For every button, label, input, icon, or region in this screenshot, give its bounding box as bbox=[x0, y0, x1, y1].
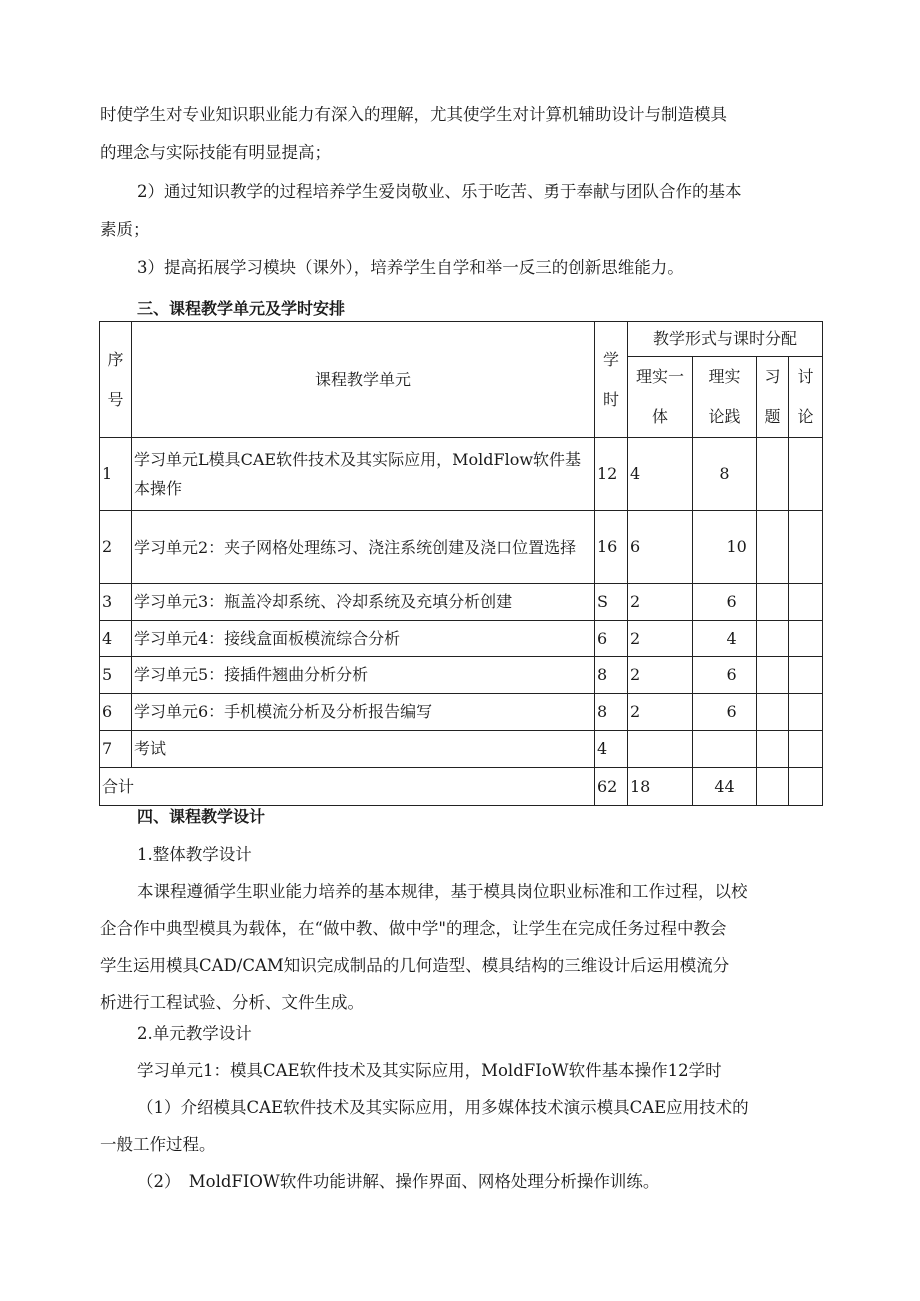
intro-line-1: 时使学生对专业知识职业能力有深入的理解，尤其使学生对计算机辅助设计与制造模具 bbox=[100, 105, 727, 124]
section4-para-line-2: 企合作中典型模具为载体，在“做中教、做中学"的理念，让学生在完成任务过程中教会 bbox=[100, 919, 727, 938]
row-unit: 学习单元6：手机模流分析及分析报告编写 bbox=[132, 694, 595, 731]
table-total-row bbox=[100, 768, 823, 806]
row-exercise bbox=[757, 511, 789, 584]
header-forms: 教学形式与课时分配 bbox=[628, 322, 823, 357]
row-theory-a bbox=[693, 694, 725, 731]
row-hours: 8 bbox=[595, 694, 628, 731]
section4-para-line-1: 本课程遵循学生职业能力培养的基本规律，基于模具岗位职业标准和工作过程，以校 bbox=[137, 882, 748, 901]
table-row bbox=[100, 694, 823, 731]
header-discussion: 讨 论 bbox=[789, 357, 823, 438]
row-exercise bbox=[757, 438, 789, 511]
section3-heading: 三、课程教学单元及学时安排 bbox=[137, 299, 346, 318]
intro-item3: 3）提高拓展学习模块（课外），培养学生自学和举一反三的创新思维能力。 bbox=[137, 258, 684, 277]
header-exercise: 习 题 bbox=[757, 357, 789, 438]
row-theory: 6 bbox=[725, 584, 757, 621]
row-theory: 8 bbox=[693, 438, 757, 511]
total-hours: 62 bbox=[595, 768, 628, 806]
unit1-item2: （2） MoldFIOW软件功能讲解、操作界面、网格处理分析操作训练。 bbox=[137, 1172, 660, 1191]
row-hours: 4 bbox=[595, 731, 628, 768]
row-unit: 学习单元L模具CAE软件技术及其实际应用，MoldFlow软件基本操作 bbox=[132, 438, 595, 511]
unit1-item1-line-1: （1）介绍模具CAE软件技术及其实际应用，用多媒体技术演示模具CAE应用技术的 bbox=[137, 1098, 749, 1117]
row-theory: 6 bbox=[725, 694, 757, 731]
section4-para-line-4: 析进行工程试验、分析、文件生成。 bbox=[100, 993, 364, 1012]
total-theory-practice: 18 bbox=[628, 768, 693, 806]
unit1-title: 学习单元1：模具CAE软件技术及其实际应用，MoldFIoW软件基本操作12学时 bbox=[137, 1061, 722, 1080]
intro-line-2: 的理念与实际技能有明显提高； bbox=[100, 143, 331, 162]
row-discussion bbox=[789, 511, 823, 584]
row-theory: 10 bbox=[725, 511, 757, 584]
row-unit: 学习单元3：瓶盖冷却系统、冷却系统及充填分析创建 bbox=[132, 584, 595, 621]
row-seq: 5 bbox=[100, 657, 132, 694]
row-hours: 16 bbox=[595, 511, 628, 584]
row-exercise bbox=[757, 584, 789, 621]
row-theory: 6 bbox=[725, 657, 757, 694]
total-label: 合计 bbox=[100, 768, 595, 806]
row-discussion bbox=[789, 584, 823, 621]
row-unit: 考试 bbox=[132, 731, 595, 768]
row-discussion bbox=[789, 621, 823, 657]
section4-para-line-3: 学生运用模具CAD/CAM知识完成制品的几何造型、模具结构的三维设计后运用模流分 bbox=[100, 956, 730, 975]
row-exercise bbox=[757, 694, 789, 731]
row-theory-a bbox=[693, 584, 725, 621]
row-theory-practice: 6 bbox=[628, 511, 693, 584]
row-theory-a bbox=[693, 511, 725, 584]
row-unit: 学习单元4：接线盒面板模流综合分析 bbox=[132, 621, 595, 657]
row-discussion bbox=[789, 694, 823, 731]
section4-sub2: 2.单元教学设计 bbox=[137, 1024, 252, 1043]
row-theory-a bbox=[693, 657, 725, 694]
row-seq: 2 bbox=[100, 511, 132, 584]
row-hours: 6 bbox=[595, 621, 628, 657]
row-discussion bbox=[789, 731, 823, 768]
row-theory-practice: 2 bbox=[628, 621, 693, 657]
row-theory-practice: 4 bbox=[628, 438, 693, 511]
row-hours: 12 bbox=[595, 438, 628, 511]
header-theory: 理实 论践 bbox=[693, 357, 757, 438]
row-exercise bbox=[757, 731, 789, 768]
table-row bbox=[100, 731, 823, 768]
row-discussion bbox=[789, 657, 823, 694]
section4-heading: 四、课程教学设计 bbox=[137, 807, 266, 826]
row-seq: 1 bbox=[100, 438, 132, 511]
row-unit: 学习单元2：夹子网格处理练习、浇注系统创建及浇口位置选择 bbox=[132, 511, 595, 584]
row-theory-practice: 2 bbox=[628, 694, 693, 731]
header-theory-practice: 理实一 体 bbox=[628, 357, 693, 438]
unit1-item1-line-2: 一般工作过程。 bbox=[100, 1135, 216, 1154]
row-theory-a bbox=[693, 731, 725, 768]
row-theory: 4 bbox=[725, 621, 757, 657]
course-units-table bbox=[99, 321, 823, 806]
row-theory-practice bbox=[628, 731, 693, 768]
row-seq: 3 bbox=[100, 584, 132, 621]
row-theory-practice: 2 bbox=[628, 657, 693, 694]
total-theory: 44 bbox=[693, 768, 757, 806]
table-row bbox=[100, 511, 823, 584]
table-row bbox=[100, 584, 823, 621]
row-theory-practice: 2 bbox=[628, 584, 693, 621]
row-exercise bbox=[757, 657, 789, 694]
section4-sub1: 1.整体教学设计 bbox=[137, 845, 252, 864]
header-hours: 学 时 bbox=[595, 322, 628, 438]
intro-item2-line-1: 2）通过知识教学的过程培养学生爱岗敬业、乐于吃苦、勇于奉献与团队合作的基本 bbox=[137, 182, 742, 201]
total-discussion bbox=[789, 768, 823, 806]
row-unit: 学习单元5：接插件翘曲分析分析 bbox=[132, 657, 595, 694]
row-theory-a bbox=[693, 621, 725, 657]
intro-item2-line-2: 素质； bbox=[100, 220, 150, 239]
table-row bbox=[100, 621, 823, 657]
row-seq: 7 bbox=[100, 731, 132, 768]
row-exercise bbox=[757, 621, 789, 657]
header-seq: 序 号 bbox=[100, 322, 132, 438]
row-seq: 6 bbox=[100, 694, 132, 731]
row-seq: 4 bbox=[100, 621, 132, 657]
row-theory bbox=[725, 731, 757, 768]
row-discussion bbox=[789, 438, 823, 511]
table-row bbox=[100, 438, 823, 511]
table-row bbox=[100, 657, 823, 694]
header-unit: 课程教学单元 bbox=[132, 322, 595, 438]
total-exercise bbox=[757, 768, 789, 806]
row-hours: S bbox=[595, 584, 628, 621]
row-hours: 8 bbox=[595, 657, 628, 694]
